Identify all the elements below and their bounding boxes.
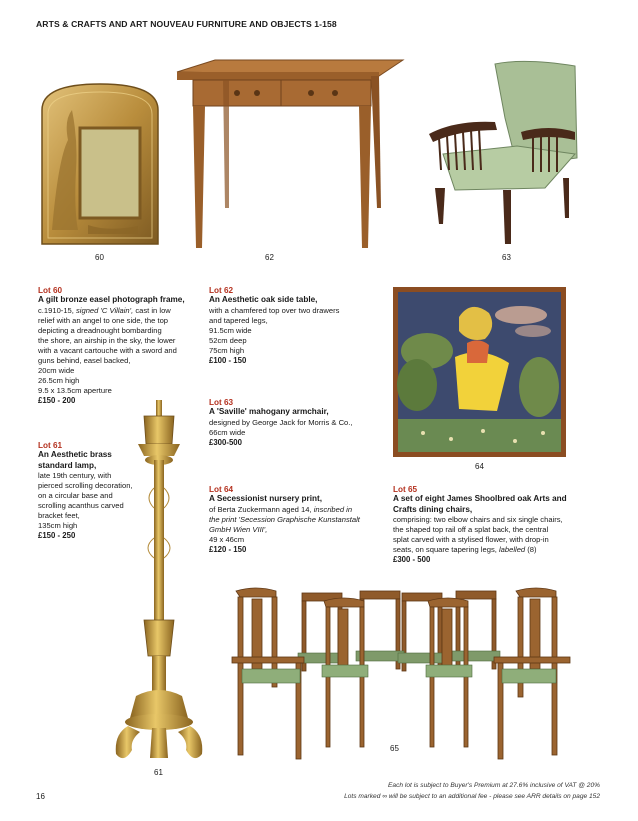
buyers-premium-note: Each lot is subject to Buyer's Premium at 27.6% inclusive of VAT @ 20% <box>388 782 600 789</box>
lot-61-line-1: late 19th century, with <box>38 471 112 480</box>
lot-65-line-1: comprising: two elbow chairs and six single chairs, <box>393 515 563 524</box>
lot-63-description <box>209 398 389 448</box>
lot-60-description <box>38 286 203 406</box>
lot-61-title-line-2: standard lamp, <box>38 460 97 470</box>
lot-60-line-2: relief with an angel to one side, the top <box>38 315 169 325</box>
lot-60-line-9: 9.5 x 13.5cm aperture <box>38 385 112 395</box>
lot-62-line-2: and tapered legs, <box>209 315 268 325</box>
lot-65-dining-chairs-image <box>232 585 572 760</box>
lot-64-line-2: the print 'Secession Graphische Kunstanstalt <box>209 514 360 524</box>
lot-64-nursery-print-image <box>393 287 566 457</box>
lot-60-line-3: depicting a dreadnought bombarding <box>38 325 162 335</box>
lot-65-line-3: splat carved with a stylised flower, with drop-in <box>393 535 549 544</box>
lot-60-line-7: 20cm wide <box>38 365 75 375</box>
lot-65-line-2: the shaped top rail off a splat back, the central <box>393 525 549 534</box>
lot-65-title-line-2: Crafts dining chairs, <box>393 504 473 514</box>
lot-62-description <box>209 286 384 366</box>
lot-62-title: An Aesthetic oak side table, <box>209 295 318 304</box>
lot-62-line-1: with a chamfered top over two drawers <box>209 305 340 315</box>
lot-60-line-4: the shore, an airship in the sky, the lower <box>38 335 176 345</box>
lot-65-title-line-1: A set of eight James Shoolbred oak Arts and <box>393 494 567 503</box>
lot-65-number: Lot 65 <box>393 485 418 494</box>
lot-62-line-5: 75cm high <box>209 345 245 355</box>
caption-61: 61 <box>154 768 163 777</box>
lot-60-line-8: 26.5cm high <box>38 375 80 385</box>
lot-60-photo-frame-image <box>38 80 162 248</box>
lot-64-title: A Secessionist nursery print, <box>209 494 322 503</box>
lot-64-line-3: GmbH Wien VIII', <box>209 524 268 534</box>
caption-63: 63 <box>502 253 511 262</box>
lot-64-line-1: of Berta Zuckermann aged 14, inscribed in <box>209 504 353 514</box>
caption-60: 60 <box>95 253 104 262</box>
lot-61-line-2: pierced scrolling decoration, <box>38 481 133 490</box>
lot-63-number: Lot 63 <box>209 398 234 407</box>
lot-61-price: £150 - 250 <box>38 531 76 540</box>
lot-60-price: £150 - 200 <box>38 395 76 405</box>
lot-60-line-1: c.1910-15, signed 'C Villain', cast in low <box>38 305 171 315</box>
lot-62-price: £100 - 150 <box>209 355 247 365</box>
lot-60-number: Lot 60 <box>38 286 63 295</box>
lot-63-price: £300-500 <box>209 437 242 447</box>
lot-62-line-3: 91.5cm wide <box>209 325 252 335</box>
lot-63-line-1: designed by George Jack for Morris & Co., <box>209 417 353 427</box>
lot-64-price: £120 - 150 <box>209 544 247 554</box>
lot-61-number: Lot 61 <box>38 441 63 450</box>
lot-61-title-line-1: An Aesthetic brass <box>38 450 112 459</box>
lot-62-line-4: 52cm deep <box>209 335 247 345</box>
lot-61-standard-lamp-image <box>108 398 212 770</box>
lot-61-line-4: scrolling acanthus carved <box>38 501 124 510</box>
lot-61-line-5: bracket feet, <box>38 511 80 520</box>
page-number: 16 <box>36 792 45 801</box>
lot-65-price: £300 - 500 <box>393 555 431 564</box>
lot-63-armchair-image <box>425 58 585 248</box>
caption-65: 65 <box>390 744 399 753</box>
lot-62-number: Lot 62 <box>209 286 234 295</box>
lot-60-line-5: with a vacant cartouche with a sword and <box>38 345 177 355</box>
lot-60-line-6: guns behind, easel backed, <box>38 355 131 365</box>
lot-61-line-6: 135cm high <box>38 521 78 530</box>
lot-64-number: Lot 64 <box>209 485 234 494</box>
arr-fee-note: Lots marked ∞ will be subject to an additional fee - please see ARR details on page 152 <box>344 793 600 800</box>
lot-64-line-4: 49 x 46cm <box>209 534 245 544</box>
lot-62-side-table-image <box>175 58 405 250</box>
page-header: ARTS & CRAFTS AND ART NOUVEAU FURNITURE AND OBJECTS 1-158 <box>36 19 337 29</box>
lot-65-description <box>393 485 603 565</box>
caption-62: 62 <box>265 253 274 262</box>
lot-61-line-3: on a circular base and <box>38 491 113 500</box>
lot-63-title: A 'Saville' mahogany armchair, <box>209 407 329 416</box>
lot-63-line-2: 66cm wide <box>209 427 246 437</box>
caption-64: 64 <box>475 462 484 471</box>
lot-64-description <box>209 485 389 555</box>
lot-60-title: A gilt bronze easel photograph frame, <box>38 295 185 304</box>
lot-65-line-4: seats, on square tapering legs, labelled (8) <box>393 545 537 554</box>
